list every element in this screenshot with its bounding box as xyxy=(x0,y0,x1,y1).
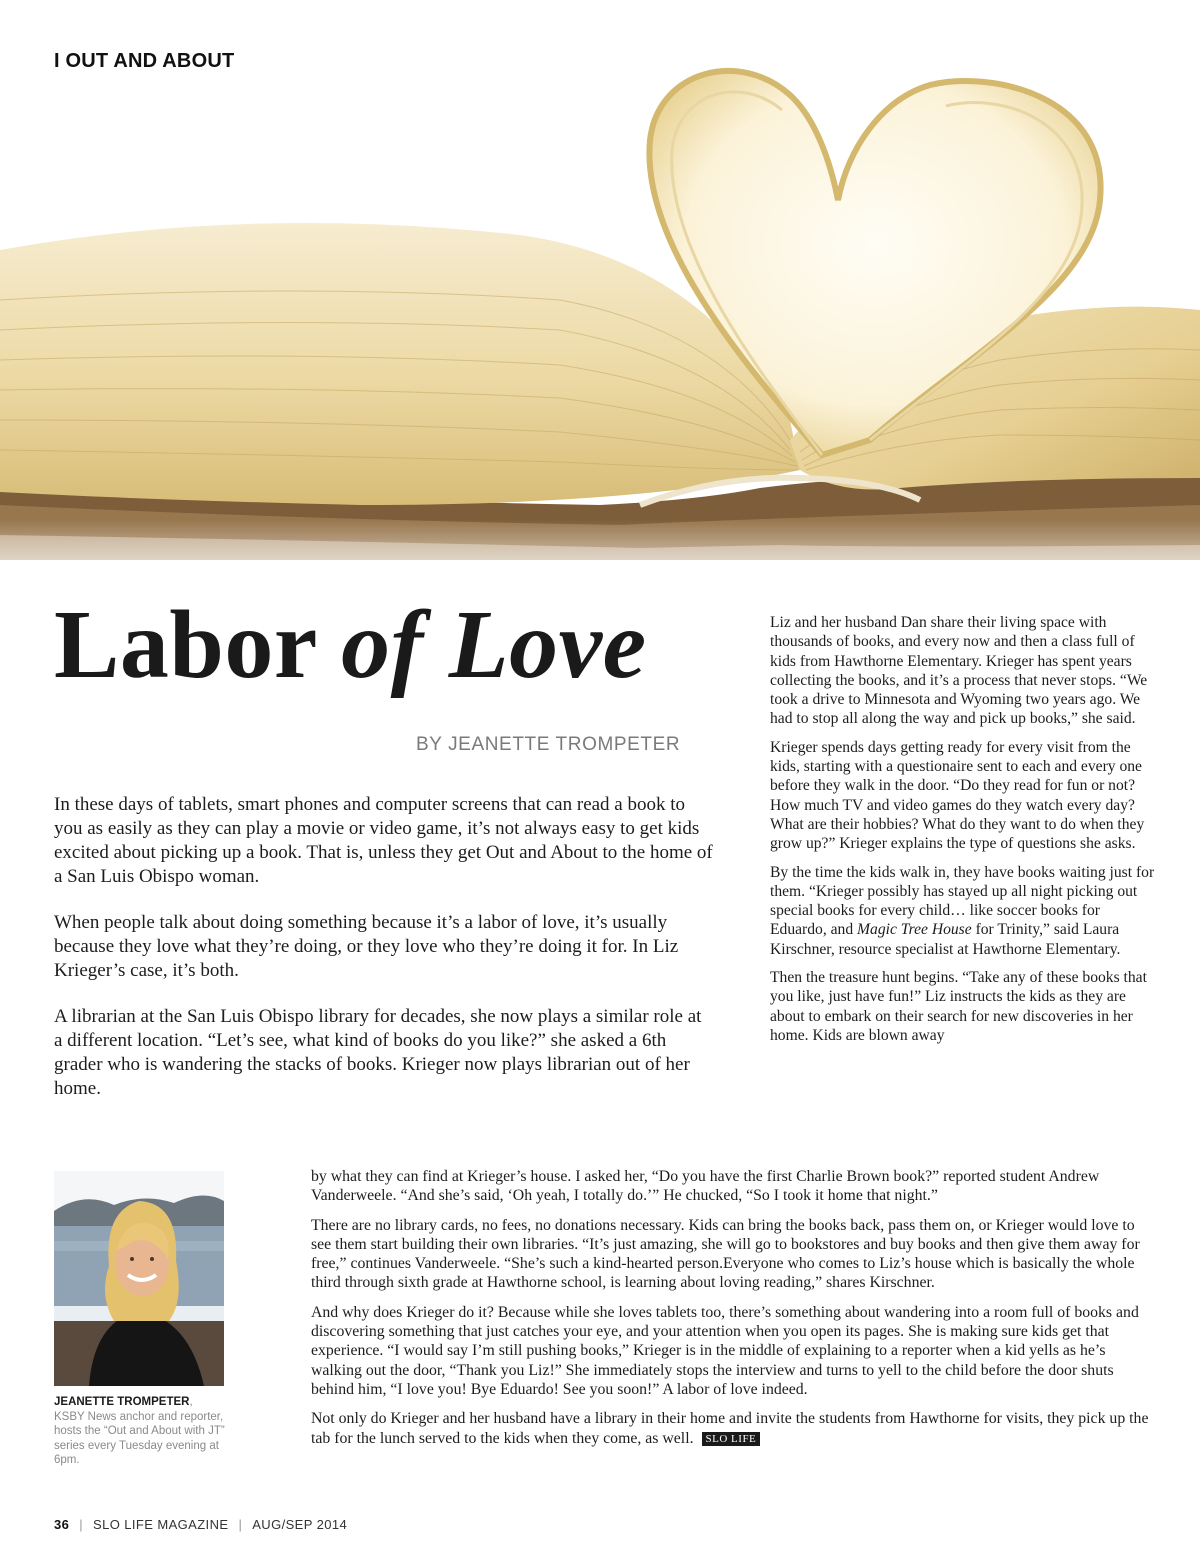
body-paragraph: Krieger spends days getting ready for every visit from the kids, starting with a questionaire sent to each and every one before they walk in the door. “Do they read for fun or not? How much TV and video games do they watch every day? What are their hobbies? What do they want to do when they grow up?” Krieger explains the type of questions she asks. xyxy=(770,738,1145,853)
issue-date: AUG/SEP 2014 xyxy=(252,1517,348,1532)
body-paragraph: There are no library cards, no fees, no donations necessary. Kids can bring the books back, pass them on, or Krieger would love to see them start building their own libraries. “It’s just amazing, she will go to bookstores and buy books and then give them away for free,” continues Vanderweele. “She’s such a kind-hearted person.Everyone who comes to Liz’s house which is basically the whole third through sixth grade at Hawthorne school, is learning about loving reading,” shares Kirschner. xyxy=(311,1216,1140,1292)
text-run: for Trinity,” said Laura Kirschner, resource specialist at Hawthorne Elementary. xyxy=(770,921,1121,958)
lead-column xyxy=(54,793,714,1123)
lower-column xyxy=(311,1167,1156,1458)
body-paragraph: by what they can find at Krieger’s house. I asked her, “Do you have the first Charlie Brown book?” reported student Andrew Vanderweele. “And she’s said, ‘Oh yeah, I totally do.’” He chucked, “So I took it home that night.” xyxy=(311,1168,1100,1205)
footer-separator: | xyxy=(238,1517,243,1532)
footer-separator: | xyxy=(79,1517,84,1532)
article-title xyxy=(54,591,734,699)
text-run: By the time the kids walk in, they have books waiting just for them. “Krieger possibly has stayed up all night picking out special books for every child… like soccer books for Eduardo, and xyxy=(770,863,1155,939)
author-bio: KSBY News anchor and reporter, hosts the “Out and About with JT” series every Tuesday evening at 6pm. xyxy=(54,1410,225,1466)
body-paragraph: And why does Krieger do it? Because while she loves tablets too, there’s something about wandering into a room full of books and discovering something that just catches your eye, and your attention when you open its pages. She is making sure kids get that experience. “I would say I’m still pushing books,” Krieger is in the middle of explaining to a reporter when a kid yells as he’s walking out the door, “Thank you Liz!” She immediately stops the interview and turns to yell to the child before the door shuts behind him, “I love you! Bye Eduardo! See you soon!” A labor of love indeed. xyxy=(311,1303,1139,1398)
open-book-heart-photo xyxy=(0,0,1200,600)
author-caption xyxy=(54,1395,229,1468)
text-run: Not only do Krieger and her husband have a library in their home and invite the students from Hawthorne for visits, they pick up the tab for the lunch served to the kids when they come, as well. xyxy=(311,1410,1149,1447)
title-regular: Labor xyxy=(54,591,342,699)
lead-paragraph: In these days of tablets, smart phones and computer screens that can read a book to you as easily as they can play a movie or video game, it’s not always easy to get kids excited about picking up a book. That is, unless they get Out and About to the home of a San Luis Obispo woman. xyxy=(54,794,713,887)
magazine-name: SLO LIFE MAGAZINE xyxy=(93,1517,229,1532)
author-photo xyxy=(54,1171,224,1386)
byline: BY JEANETTE TROMPETER xyxy=(416,734,681,755)
slo-life-end-badge: SLO LIFE xyxy=(702,1432,761,1446)
lead-paragraph: A librarian at the San Luis Obispo library for decades, she now plays a similar role at a different location. “Let’s see, what kind of books do you like?” she asked a 6th grader who is wandering the stacks of books. Krieger now plays librarian out of her home. xyxy=(54,1006,702,1099)
lead-paragraph: When people talk about doing something because it’s a labor of love, it’s usually because they love what they’re doing, or they love who they’re doing it for. In Liz Krieger’s case, it’s both. xyxy=(54,912,679,981)
body-paragraph: Liz and her husband Dan share their living space with thousands of books, and every now and then a class full of kids from Hawthorne Elementary. Krieger has spent years collecting the books, and it’s a process that never stops. “We took a drive to Minnesota and Wyoming two years ago. We had to stop all along the way and pick up books,” she said. xyxy=(770,614,1148,728)
body-paragraph xyxy=(770,863,1160,959)
page-number: 36 xyxy=(54,1517,70,1532)
page-footer xyxy=(54,1517,347,1532)
author-name-suffix: , xyxy=(189,1396,193,1408)
body-paragraph: Then the treasure hunt begins. “Take any of these books that you like, just have fun!” Liz instructs the kids as they are about to embark on their search for new discoveries in her home. Kids are blown away xyxy=(770,969,1147,1044)
title-italic: of Love xyxy=(341,591,647,699)
right-column xyxy=(770,613,1160,1054)
section-label: I OUT AND ABOUT xyxy=(54,50,235,72)
book-title-italic: Magic Tree House xyxy=(857,921,972,939)
author-name: JEANETTE TROMPETER xyxy=(54,1396,190,1408)
body-paragraph xyxy=(311,1409,1156,1448)
